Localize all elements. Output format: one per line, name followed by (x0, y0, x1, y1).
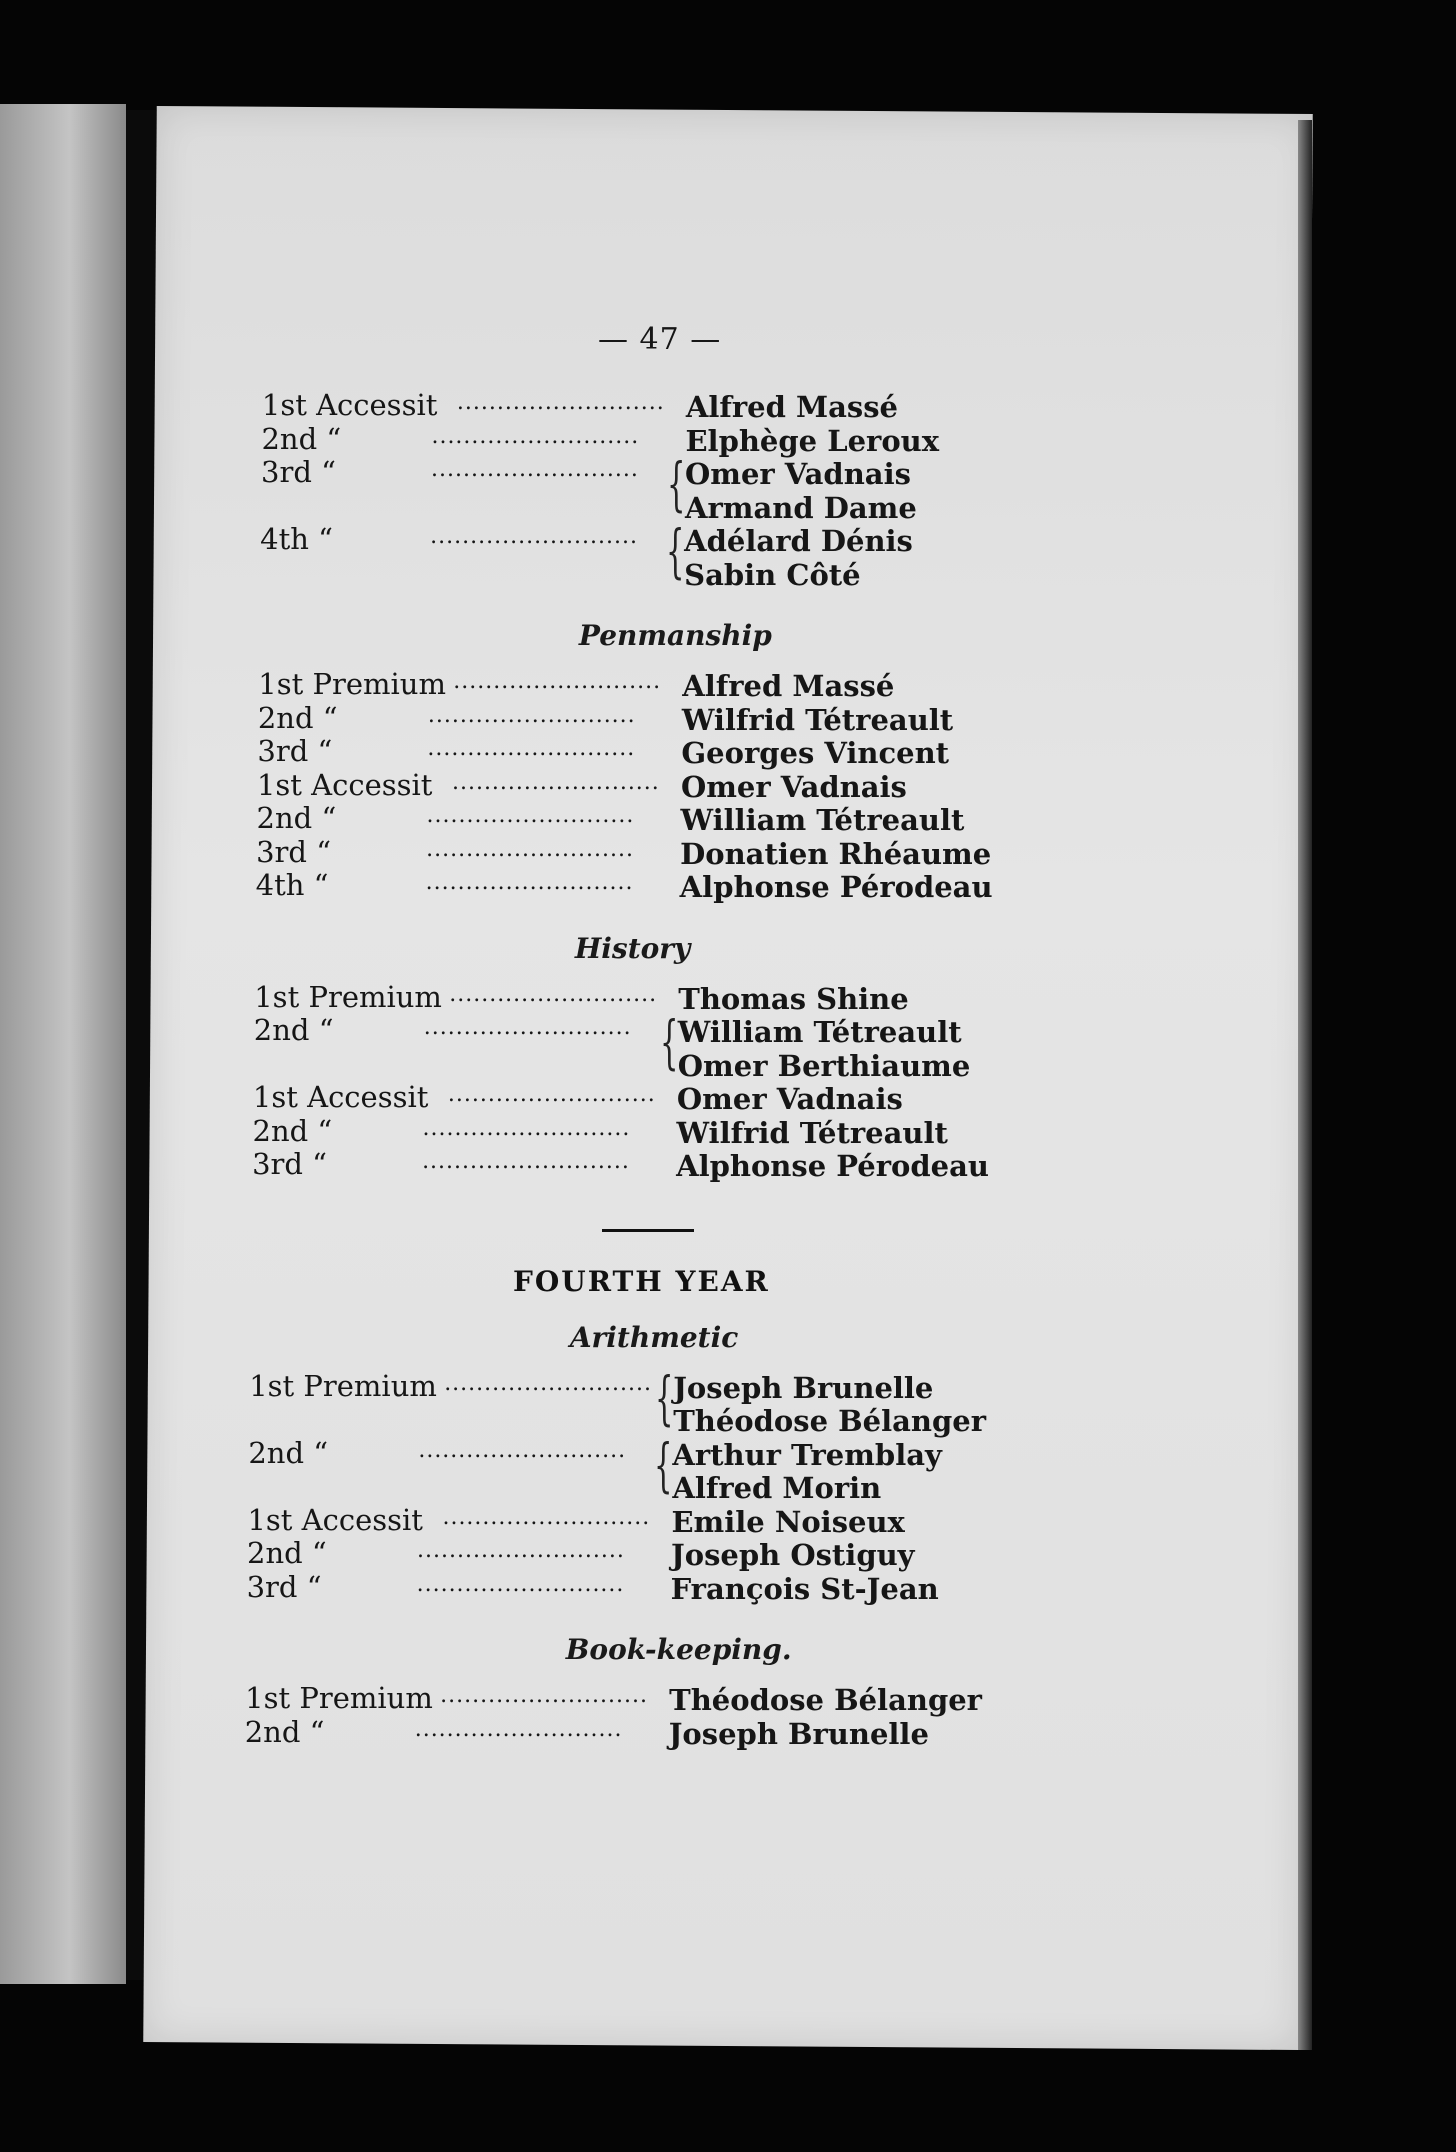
prize-rank: 1st Premium (245, 1681, 433, 1715)
prize-row (258, 701, 1038, 735)
prize-row (253, 1080, 1033, 1114)
subject-heading: Book-keeping. (565, 1633, 792, 1666)
winner-name: William Tétreault (677, 1015, 962, 1049)
leader-dots: .......................... (425, 870, 634, 895)
winner-name: Joseph Brunelle (668, 1716, 929, 1751)
grouping-brace: { (667, 450, 686, 518)
prize-rank: 2nd “ (261, 421, 342, 456)
prize-rank: 2nd “ (252, 1113, 333, 1148)
winner-name: Omer Vadnais (676, 1082, 903, 1116)
prize-rank: 1st Accessit (252, 1080, 429, 1114)
winner-name: Sabin Côté (684, 557, 861, 592)
leader-dots: .......................... (427, 736, 636, 761)
prize-rank: 1st Premium (254, 979, 442, 1014)
leader-dots: .......................... (451, 769, 660, 795)
leader-dots: .......................... (426, 836, 634, 862)
prize-row (247, 1503, 1027, 1537)
prize-rank: 1st Accessit (256, 767, 433, 802)
prize-row (256, 835, 1036, 869)
winner-name: Adélard Dénis (684, 524, 913, 558)
leader-dots: .......................... (449, 981, 658, 1007)
winner-name: Joseph Brunelle (673, 1370, 934, 1405)
prize-rank: 3rd “ (256, 834, 332, 869)
prize-rank: 1st Accessit (261, 388, 438, 422)
leader-dots: .......................... (423, 1015, 632, 1040)
grouping-brace: { (654, 1430, 673, 1499)
grouping-brace: { (666, 517, 685, 585)
winner-name: Omer Vadnais (680, 769, 907, 804)
subject-heading: History (574, 931, 691, 965)
winner-name: Donatien Rhéaume (680, 836, 992, 871)
prize-rank: 4th “ (255, 868, 329, 902)
leader-dots: .......................... (453, 669, 662, 694)
winner-name: Elphège Leroux (685, 423, 940, 458)
prize-row (260, 517, 1040, 592)
subject-heading: Penmanship (578, 619, 772, 652)
prize-rank: 1st Accessit (247, 1502, 423, 1537)
prize-row (248, 1430, 1028, 1505)
winner-name: William Tétreault (680, 803, 965, 837)
leader-dots: .......................... (442, 1504, 651, 1530)
prize-row (258, 667, 1038, 701)
prize-rank: 3rd “ (252, 1147, 327, 1181)
page-right-edge (1298, 120, 1312, 2050)
leader-dots: .......................... (440, 1683, 648, 1708)
prize-row (253, 1008, 1034, 1083)
section-title: FOURTH YEAR (513, 1264, 770, 1298)
leader-dots: .......................... (418, 1437, 627, 1463)
leader-dots: .......................... (447, 1082, 656, 1107)
prize-row (245, 1715, 1025, 1749)
prize-row (245, 1681, 1025, 1715)
winner-name: Alfred Morin (672, 1471, 882, 1505)
leader-dots: .......................... (426, 803, 635, 828)
prize-row (256, 868, 1036, 902)
prize-rank: 2nd “ (256, 801, 337, 835)
prize-row (249, 1363, 1029, 1438)
leader-dots: .......................... (414, 1716, 623, 1742)
winner-name: Emile Noiseux (671, 1504, 905, 1539)
leader-dots: .......................... (417, 1538, 625, 1563)
facing-page-edge (0, 104, 126, 1984)
grouping-brace: { (655, 1363, 674, 1432)
prize-rank: 2nd “ (253, 1013, 334, 1047)
prize-rank: 1st Premium (258, 667, 446, 701)
prize-rank: 1st Premium (249, 1368, 437, 1403)
winner-name: Théodose Bélanger (669, 1683, 982, 1717)
subject-heading: Arithmetic (569, 1320, 739, 1354)
prize-rank: 2nd “ (244, 1714, 325, 1749)
prize-row (257, 801, 1037, 835)
prize-rank: 2nd “ (248, 1435, 329, 1470)
prize-row (253, 1114, 1033, 1148)
prize-rank: 3rd “ (246, 1569, 322, 1604)
section-divider (602, 1229, 694, 1232)
prize-rank: 4th “ (260, 522, 333, 556)
prize-rank: 3rd “ (261, 455, 336, 489)
winner-name: François St-Jean (670, 1571, 939, 1606)
prize-rank: 2nd “ (247, 1536, 327, 1570)
winner-name: Joseph Ostiguy (671, 1538, 915, 1572)
winner-name: Alphonse Pérodeau (676, 1149, 989, 1183)
leader-dots: .......................... (427, 702, 636, 728)
grouping-brace: { (659, 1008, 679, 1076)
winner-name: Théodose Bélanger (673, 1404, 986, 1438)
winner-name: Thomas Shine (678, 981, 909, 1016)
prize-row (247, 1570, 1027, 1604)
winner-name: Alfred Massé (682, 669, 895, 703)
prize-row (257, 734, 1037, 768)
prize-row (254, 980, 1034, 1014)
leader-dots: .......................... (416, 1571, 625, 1597)
leader-dots: .......................... (422, 1115, 631, 1141)
prize-rank: 2nd “ (257, 700, 338, 735)
prize-rank: 3rd “ (257, 734, 333, 768)
leader-dots: .......................... (431, 457, 639, 482)
winner-name: Alphonse Pérodeau (679, 870, 993, 904)
prize-row (262, 388, 1042, 422)
prize-row (257, 768, 1037, 802)
leader-dots: .......................... (431, 423, 640, 449)
prize-row (252, 1147, 1032, 1181)
leader-dots: .......................... (444, 1370, 653, 1396)
leader-dots: .......................... (456, 390, 665, 415)
prize-row (247, 1536, 1027, 1570)
prize-row (261, 422, 1041, 456)
leader-dots: .......................... (422, 1149, 630, 1174)
winner-name: Georges Vincent (681, 736, 950, 770)
winner-name: Omer Vadnais (685, 457, 911, 491)
page-number: — 47 — (598, 322, 722, 357)
prize-row (261, 450, 1041, 525)
winner-name: Armand Dame (685, 490, 917, 525)
winner-name: Alfred Massé (685, 390, 898, 424)
leader-dots: .......................... (430, 524, 638, 549)
winner-name: Wilfrid Tétreault (676, 1115, 948, 1150)
winner-name: Wilfrid Tétreault (681, 702, 954, 737)
winner-name: Arthur Tremblay (672, 1437, 942, 1472)
winner-name: Omer Berthiaume (677, 1048, 971, 1083)
